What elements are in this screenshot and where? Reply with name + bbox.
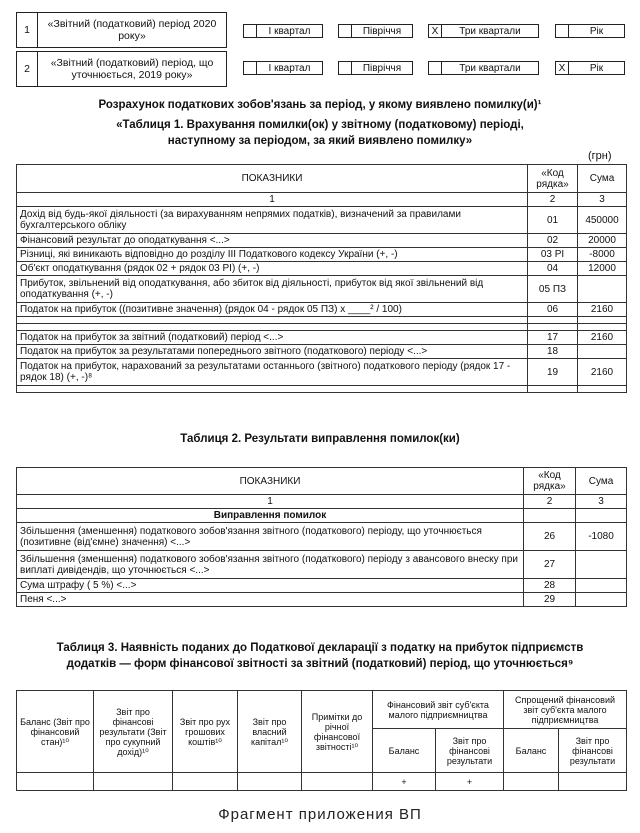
caption: Фрагмент приложения ВП [218,806,422,823]
table-row [17,234,627,248]
row-indicator: Різниці, які виникають відповідно до розділу III Податкового кодексу України (+, -) [17,248,528,262]
col-equity: Звіт про власний капітал¹⁰ [238,691,302,773]
table-row [17,331,627,345]
table3-title-line1: Таблиця 3. Наявність поданих до Податкової декларації з податку на прибуток підприємств [56,642,584,654]
section-header: Виправлення помилок [17,509,524,523]
row-code: 04 [528,262,578,276]
row-code: 18 [528,345,578,359]
checkbox-q1[interactable] [243,61,257,75]
table3-value[interactable] [302,773,373,791]
period-row-number: 1 [16,12,38,48]
table3-value[interactable] [238,773,302,791]
table-row [17,579,627,593]
table-separator-row [17,324,627,331]
row-sum[interactable]: 2160 [578,331,627,345]
row-code: 02 [528,234,578,248]
row-sum[interactable]: 12000 [578,262,627,276]
table-separator-row [17,317,627,324]
checkbox-q1[interactable] [243,24,257,38]
checkbox-half-year[interactable] [338,61,352,75]
period-row-description: «Звітний (податковий) період, що уточнюється, 2019 року» [37,51,227,87]
col-simp-balance: Баланс [504,729,559,773]
row-indicator: Податок на прибуток за результатами попереднього звітного (податкового) періоду <...> [17,345,528,359]
table-row [17,359,627,386]
table-3 [16,690,627,791]
row-indicator: Дохід від будь-якої діяльності (за вирахуванням непрямих податків), визначений за правилами бухгалтерського обліку [17,207,528,234]
table3-value[interactable] [173,773,238,791]
table3-title-line2: додатків — форм фінансової звітності за звітний (податковий) період, що уточнюється⁹ [66,658,574,670]
row-indicator: Збільшення (зменшення) податкового зобов'язання звітного (податкового) періоду з авансового внеску при виплаті дивідендів, що уточнюється <...> [17,551,524,579]
table2-title: Таблиця 2. Результати виправлення помилок(ки) [180,433,460,445]
label-half-year: Півріччя [351,61,413,75]
col-cash-flow: Звіт про рух грошових коштів¹⁰ [173,691,238,773]
row-sum[interactable] [576,551,627,579]
table1-title-line1: «Таблиця 1. Врахування помилки(ок) у звітному (податковому) періоді, [116,119,524,131]
row-sum[interactable] [578,345,627,359]
row-sum[interactable]: 20000 [578,234,627,248]
row-code: 19 [528,359,578,386]
table-2 [16,467,627,607]
label-year: Рік [568,24,625,38]
row-indicator: Фінансовий результат до оподаткування <...> [17,234,528,248]
table3-value[interactable] [17,773,94,791]
col-financial-results: Звіт про фінансові результати (Звіт про сукупний дохід)¹⁰ [94,691,173,773]
row-indicator: Об'єкт оподаткування (рядок 02 + рядок 03 РІ) (+, -) [17,262,528,276]
column-number: 1 [17,193,528,207]
table-separator-row [17,386,627,393]
table-row [17,345,627,359]
period-row-description: «Звітний (податковий) період 2020 року» [37,12,227,48]
label-q1: І квартал [256,61,323,75]
label-half-year: Півріччя [351,24,413,38]
row-sum[interactable] [576,579,627,593]
row-indicator: Податок на прибуток ((позитивне значення) (рядок 04 - рядок 05 ПЗ) х ____² / 100) [17,303,528,317]
column-number: 1 [17,495,524,509]
unit-label: (грн) [588,150,612,162]
row-code: 26 [524,523,576,551]
row-code: 17 [528,331,578,345]
header-code: «Код рядка» [528,165,578,193]
col-balance-statement: Баланс (Звіт про фінансовий стан)¹⁰ [17,691,94,773]
row-code: 03 РІ [528,248,578,262]
table-row [17,303,627,317]
label-nine-months: Три квартали [441,61,539,75]
empty-cell [576,509,627,523]
table-row [17,523,627,551]
column-number: 2 [524,495,576,509]
table-row [17,551,627,579]
header-indicators: ПОКАЗНИКИ [17,468,524,495]
label-q1: І квартал [256,24,323,38]
row-indicator: Податок на прибуток, нарахований за результатами останнього (звітного) податкового періоду (рядок 17 - рядок 18) (+, -)⁸ [17,359,528,386]
table3-value[interactable] [504,773,559,791]
row-indicator: Прибуток, звільнений від оподаткування, або збиток від діяльності, прибуток від якої звільнений від оподаткування (+, -) [17,276,528,303]
col-notes: Примітки до річної фінансової звітності¹⁰ [302,691,373,773]
row-sum[interactable]: 450000 [578,207,627,234]
row-indicator: Пеня <...> [17,593,524,607]
row-sum[interactable] [576,593,627,607]
label-year: Рік [568,61,625,75]
header-sum: Сума [576,468,627,495]
table3-value[interactable]: + [436,773,504,791]
column-number: 3 [576,495,627,509]
table1-title-line2: наступному за періодом, за який виявлено помилку» [167,135,473,147]
label-nine-months: Три квартали [441,24,539,38]
table3-value[interactable] [94,773,173,791]
table-row [17,262,627,276]
row-indicator: Збільшення (зменшення) податкового зобов'язання звітного (податкового) періоду, що уточнюється (позитивне (від'ємне) значення) <...> [17,523,524,551]
table3-value[interactable]: + [373,773,436,791]
checkbox-half-year[interactable] [338,24,352,38]
row-indicator: Податок на прибуток за звітний (податковий) період <...> [17,331,528,345]
header-sum: Сума [578,165,627,193]
table-row [17,276,627,303]
row-code: 28 [524,579,576,593]
group-simplified: Спрощений фінансовий звіт суб'єкта малого підприємництва [504,691,627,729]
column-number: 3 [578,193,627,207]
row-code: 05 ПЗ [528,276,578,303]
empty-cell [524,509,576,523]
row-sum[interactable]: -1080 [576,523,627,551]
header-code: «Код рядка» [524,468,576,495]
col-sb-balance: Баланс [373,729,436,773]
checkbox-nine-months[interactable]: X [428,24,442,38]
group-small-business: Фінансовий звіт суб'єкта малого підприємництва [373,691,504,729]
period-row-number: 2 [16,51,38,87]
row-code: 27 [524,551,576,579]
row-code: 29 [524,593,576,607]
table-1 [16,164,627,393]
row-sum[interactable]: 2160 [578,303,627,317]
table-row [17,207,627,234]
table-row [17,248,627,262]
column-number: 2 [528,193,578,207]
row-sum[interactable]: 2160 [578,359,627,386]
row-code: 06 [528,303,578,317]
row-sum[interactable]: -8000 [578,248,627,262]
col-simp-results: Звіт про фінансові результати [559,729,627,773]
header-indicators: ПОКАЗНИКИ [17,165,528,193]
table3-value[interactable] [559,773,627,791]
calc-title: Розрахунок податкових зобов'язань за період, у якому виявлено помилку(и)¹ [98,99,542,111]
table-row [17,593,627,607]
checkbox-year[interactable]: X [555,61,569,75]
row-code: 01 [528,207,578,234]
row-indicator: Сума штрафу ( 5 %) <...> [17,579,524,593]
checkbox-nine-months[interactable] [428,61,442,75]
checkbox-year[interactable] [555,24,569,38]
col-sb-results: Звіт про фінансові результати [436,729,504,773]
row-sum[interactable] [578,276,627,303]
